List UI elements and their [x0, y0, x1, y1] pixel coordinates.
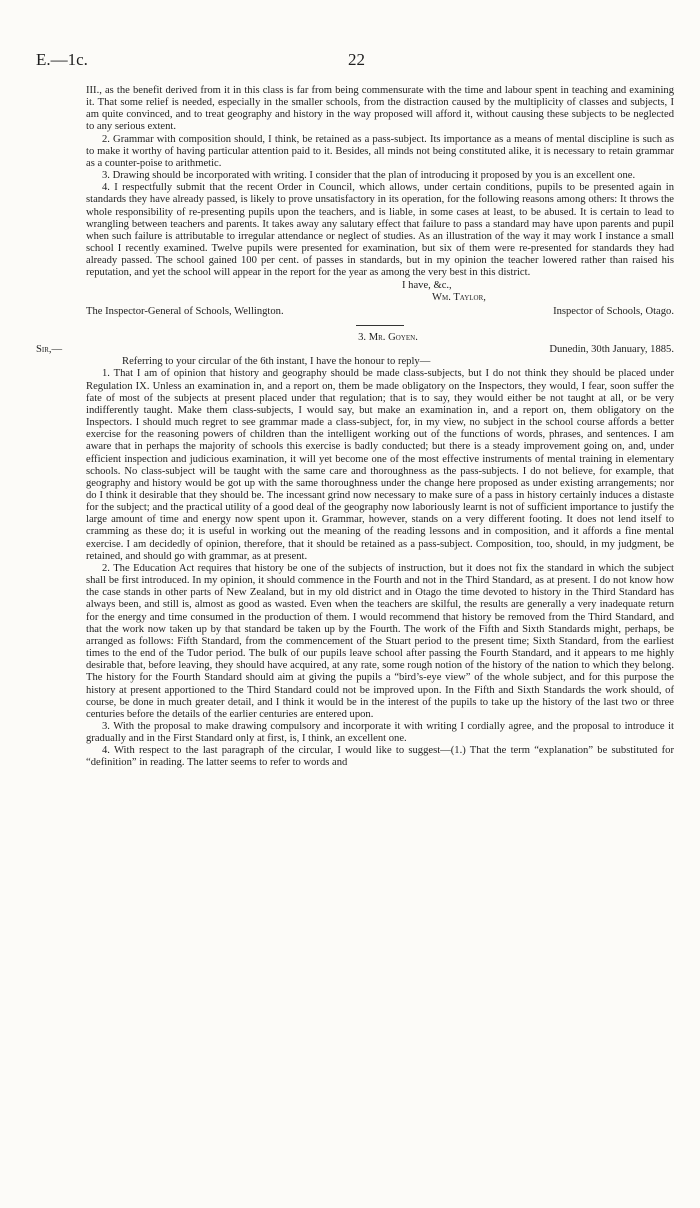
paragraph: 3. With the proposal to make drawing compulsory and incorporate it with writing I cordially agree, and the proposal to introduce it gradually and in the First Standard only at first, is, I think, an excellent one.	[86, 720, 674, 745]
salutation-line	[36, 344, 674, 356]
document-reference: E.—1c.	[36, 50, 88, 69]
paragraph: 2. Grammar with composition should, I think, be retained as a pass-subject. Its importance as a means of mental discipline is such as to make it worthy of having particular attention paid to it. Besides, all minds not being constituted alike, it is necessary to retain grammar as a counter-poise to arithmetic.	[86, 133, 674, 169]
opening-line: Referring to your circular of the 6th instant, I have the honour to reply—	[122, 356, 431, 368]
paragraph: 3. Drawing should be incorporated with writing. I consider that the plan of introducing it proposed by you is an excellent one.	[102, 170, 636, 182]
signatory-name: Wm. Taylor,	[432, 291, 486, 303]
paragraph: 4. I respectfully submit that the recent Order in Council, which allows, under certain conditions, pupils to be presented again in standards they have already passed, is likely to prove unsatisfactory in its operation, for the following reasons among others: It throws the whole responsibility of re-presenting pupils upon the teachers, and is liable, in some cases at least, to be abused. It is certain to lead to wrangling between teachers and parents. It takes away any salutary effect that failure to pass a standard may have upon parents and pupil when such failure is attributable to irregular attendance or neglect of studies. As an illustration of the way it may work I instance a small school I recently examined. Twelve pupils were presented for examination, but six of them were re-presented for standards they had already passed. The school gained 100 per cent. of passes in standards, but in my opinion the teacher lowered rather than raised his reputation, and yet the school will appear in the report for the year as among the very best in this district.	[86, 182, 674, 279]
salutation: Sir,—	[36, 344, 63, 356]
signature-block	[86, 306, 674, 318]
addressee: The Inspector-General of Schools, Wellington.	[86, 305, 284, 317]
page-header	[36, 50, 674, 76]
section-divider	[356, 325, 404, 326]
page-body	[36, 85, 674, 770]
section-heading: 3. Mr. Goyen.	[358, 331, 418, 343]
paragraph: 4. With respect to the last paragraph of the circular, I would like to suggest—(1.) That the term “explanation” be substituted for “definition” in reading. The latter seems to refer to words and	[86, 745, 674, 769]
place-date: Dunedin, 30th January, 1885.	[549, 344, 674, 356]
page-number: 22	[348, 50, 365, 69]
paragraph-continuation: III., as the benefit derived from it in this class is far from being commensurate with the time and labour spent in teaching and examining it. That some relief is needed, especially in the smaller schools, from the distraction caused by the multiplicity of classes and subjects, I am quite convinced, and to treat geography and history in the way proposed will afford it, without causing these subjects to be neglected to any serious extent.	[86, 85, 674, 133]
paragraph: 1. That I am of opinion that history and geography should be made class-subjects, but I do not think they should be placed under Regulation IX. Unless an examination in, and a report on, them be made obligatory on the Inspectors, they would, I fear, soon suffer the fate of most of the subjects at present placed under that regulation; that is to say, they would either be not taught at all, or be very indifferently taught. Make them class-subjects, I would say, but make an examination in, and a report on, them obligatory on the Inspectors. I should much regret to see grammar made a class-subject, for, in my view, no subject in the school course affords a better exercise for the reasoning powers of children than the intelligent working out of the functions of words, phrases, and sentences. I am aware that in perhaps the majority of schools this exercise is badly conducted; but there is a steady improvement going on, and, under efficient inspection and judicious examination, it will yet become one of the most effective instruments of mental training in elementary schools. No class-subject will be taught with the same care and thoroughness as the pass-subjects. I do not believe, for example, that geography and history would be got up with the same thoroughness under the change here proposed as under existing arrangements; nor do I think it desirable that they should be. The incessant grind now necessary to make sure of a pass in history certainly induces a distaste for the subject; and the practical utility of a good deal of the geography now laboriously learnt is not of sufficient importance to justify the large amount of time and energy now spent upon it. Grammar, however, stands on a very different footing. It does not lend itself to cramming as these do; it is useful in working out the meaning of the reading lessons and in composition, and it affords a fine mental exercise. I am decidedly of opinion, therefore, that it should be retained as a pass-subject. Composition, too, should, in my judgment, be retained, and should go with grammar, as at present.	[86, 368, 674, 562]
paragraph: 2. The Education Act requires that history be one of the subjects of instruction, but it does not fix the standard in which the subject shall be first introduced. In my opinion, it should commence in the Fourth and not in the Third Standard, as at present. I do not know how the case stands in other parts of New Zealand, but in my old district and in Otago the time devoted to history in the Third Standard has always been, and still is, almost as good as wasted. Even when the teachers are skilful, the results are generally a very inadequate return for the energy and time consumed in the production of them. I would recommend that history be removed from the Third Standard, and that the work now taken up by that standard be taken up by the Fourth. The work of the Fifth and Sixth Standards might, perhaps, be arranged as follows: Fifth Standard, from the commencement of the Stuart period to the present time; Sixth Standard, from the earliest times to the end of the Tudor period. The bulk of our pupils leave school after passing the Fourth Standard, and it appears to me highly desirable that, before leaving, they should have acquired, at any rate, some rough notion of the history of the nation to which they belong. The history for the Fourth Standard should aim at giving the pupils a “bird’s-eye view” of the whole subject, and for this purpose the history at present apportioned to the Third Standard could not be improved upon. In the Fifth and Sixth Standards the work should, of course, be done in much greater detail, and I think it would be in the interest of the pupils to take up the history of the last two or three centuries before the details of the earlier centuries are entered upon.	[86, 562, 674, 720]
signatory-title: Inspector of Schools, Otago.	[553, 305, 674, 317]
closing-salutation: I have, &c.,	[402, 279, 452, 291]
